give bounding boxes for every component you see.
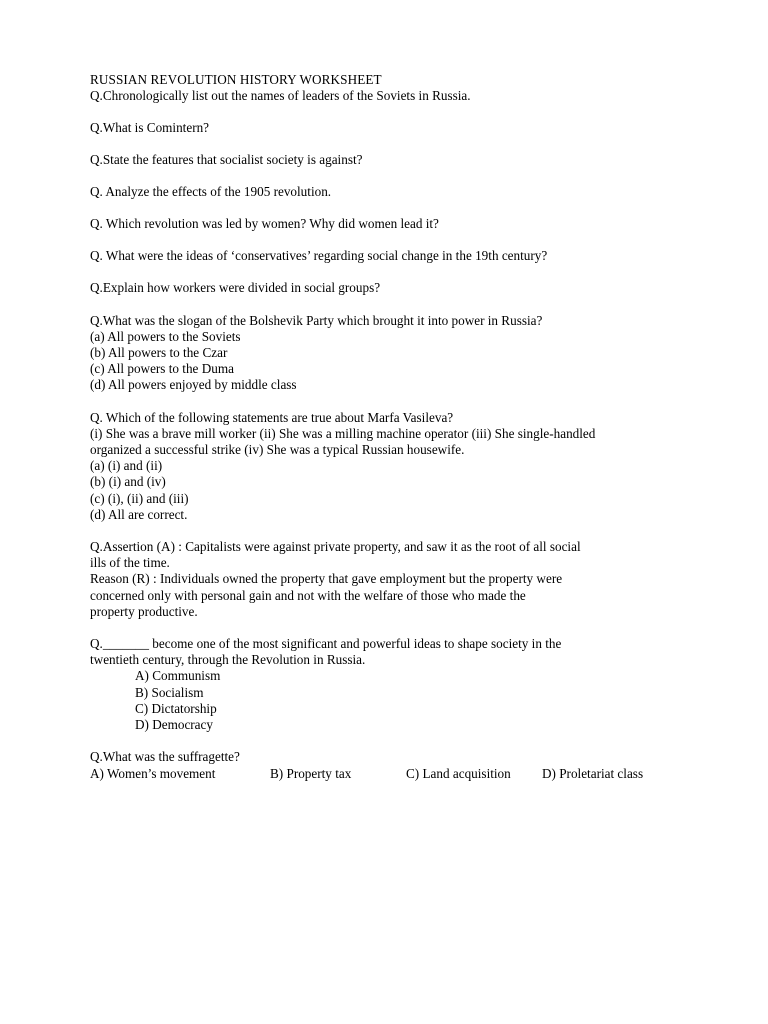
question-8-option-c: (c) All powers to the Duma — [90, 361, 234, 377]
question-8-option-b: (b) All powers to the Czar — [90, 345, 228, 361]
question-10-reason-line-3: property productive. — [90, 603, 198, 619]
worksheet-page — [90, 72, 690, 782]
question-11-option-a: A) Communism — [135, 668, 221, 684]
question-9-option-a: (a) (i) and (ii) — [90, 458, 163, 474]
question-12-options — [90, 766, 690, 782]
question-10-reason-line-2: concerned only with personal gain and not with the welfare of those who made the — [90, 587, 526, 603]
question-12-option-a: A) Women’s movement — [90, 765, 216, 781]
question-10-assertion-line-2: ills of the time. — [90, 555, 170, 571]
question-11-option-b: B) Socialism — [135, 684, 204, 700]
question-6: Q. What were the ideas of ‘conservatives’ regarding social change in the 19th century? — [90, 248, 548, 264]
question-10-reason-line-1: Reason (R) : Individuals owned the property that gave employment but the property were — [90, 571, 563, 587]
question-9-statements-line-1: (i) She was a brave mill worker (ii) She was a milling machine operator (iii) She single-handled — [90, 425, 596, 441]
question-7: Q.Explain how workers were divided in social groups? — [90, 280, 381, 296]
question-3: Q.State the features that socialist society is against? — [90, 151, 363, 167]
question-10-assertion-line-1: Q.Assertion (A) : Capitalists were against private property, and saw it as the root of all social — [90, 539, 581, 555]
question-12-option-c: C) Land acquisition — [406, 765, 511, 781]
question-12: Q.What was the suffragette? — [90, 749, 240, 765]
question-9-option-d: (d) All are correct. — [90, 506, 188, 522]
question-8: Q.What was the slogan of the Bolshevik Party which brought it into power in Russia? — [90, 312, 543, 328]
question-12-option-d: D) Proletariat class — [542, 765, 644, 781]
question-9-option-b: (b) (i) and (iv) — [90, 474, 166, 490]
question-11-line-2: twentieth century, through the Revolution in Russia. — [90, 652, 366, 668]
question-9: Q. Which of the following statements are true about Marfa Vasileva? — [90, 409, 454, 425]
question-5: Q. Which revolution was led by women? Why did women lead it? — [90, 216, 439, 232]
question-8-option-d: (d) All powers enjoyed by middle class — [90, 377, 297, 393]
question-8-option-a: (a) All powers to the Soviets — [90, 328, 241, 344]
question-4: Q. Analyze the effects of the 1905 revolution. — [90, 183, 332, 199]
question-11-option-c: C) Dictatorship — [135, 700, 217, 716]
question-11-line-1: Q._______ become one of the most significant and powerful ideas to shape society in the — [90, 636, 562, 652]
question-2: Q.What is Comintern? — [90, 120, 210, 136]
question-9-option-c: (c) (i), (ii) and (iii) — [90, 490, 189, 506]
question-12-option-b: B) Property tax — [270, 765, 352, 781]
question-1: Q.Chronologically list out the names of leaders of the Soviets in Russia. — [90, 88, 471, 104]
question-11-option-d: D) Democracy — [135, 717, 213, 733]
worksheet-title: RUSSIAN REVOLUTION HISTORY WORKSHEET — [90, 72, 382, 87]
question-9-statements-line-2: organized a successful strike (iv) She was a typical Russian housewife. — [90, 442, 465, 458]
